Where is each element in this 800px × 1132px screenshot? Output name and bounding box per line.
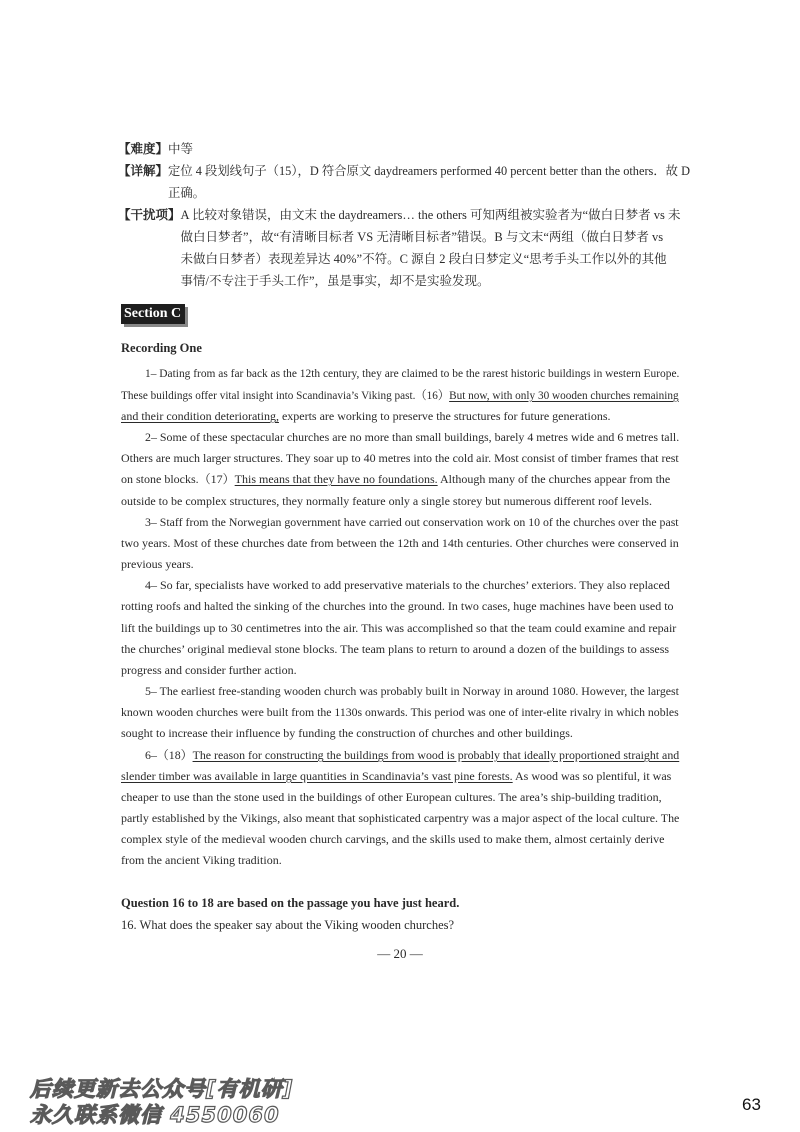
text-segment: These buildings offer vital insight into Scandinavia’s Viking past.（16） — [121, 388, 450, 402]
paragraph-line — [145, 747, 679, 763]
paragraph-line: outside to be complex structures, they normally feature only a single storey but numerous different roof levels. — [121, 494, 652, 508]
question-16: 16. What does the speaker say about the Viking wooden churches? — [121, 918, 455, 932]
text-segment: 6–（18） — [145, 748, 193, 762]
paragraph-line: from the ancient Viking tradition. — [121, 853, 282, 867]
distractor-row — [118, 204, 688, 292]
paragraph-line — [121, 387, 679, 403]
paragraph-line: 2– Some of these spectacular churches are no more than small buildings, barely 4 metres wide and 6 metres tall. — [145, 430, 680, 444]
text-segment: on stone blocks.（17） — [121, 472, 235, 486]
text-segment: experts are working to preserve the structures for future generations. — [278, 409, 611, 423]
paragraph-line: 3– Staff from the Norwegian government have carried out conservation work on 10 of the churches over the past — [145, 515, 679, 529]
paragraph-line: 4– So far, specialists have worked to add preservative materials to the churches’ exteriors. They also replaced — [145, 578, 670, 592]
paragraph-line — [121, 768, 671, 784]
paragraph-line: the churches’ original medieval stone blocks. The team plans to return to around a dozen of the buildings to assess — [121, 642, 670, 656]
inner-page-number: — 20 — — [377, 946, 423, 961]
section-heading: Section C — [121, 304, 185, 324]
paragraph-line: lift the buildings up to 30 centimetres into the air. This was accomplished so that the team could examine and repair — [121, 621, 677, 635]
detail-line: 定位 4 段划线句子（15），D 符合原文 daydreamers performed 40 percent better than the others．故 D — [168, 164, 691, 178]
paragraph-line: rotting roofs and halted the sinking of the churches into the ground. In two cases, huge machines have been used to — [121, 599, 674, 613]
paragraph-line — [121, 471, 670, 487]
answer-analysis — [118, 138, 691, 292]
underlined-answer: and their condition deteriorating, — [121, 409, 279, 423]
underlined-answer: slender timber was available in large quantities in Scandinavia’s vast pine forests. — [121, 769, 513, 783]
paragraph-line: progress and consider further action. — [121, 663, 297, 677]
underlined-answer: The reason for constructing the buildings from wood is probably that ideally proportioned straight and — [192, 748, 680, 762]
paragraph-line — [121, 408, 611, 424]
distractor-line: 事情/不专注于手头工作”，虽是事实，却不是实验发现。 — [180, 274, 490, 288]
paragraph-line: previous years. — [121, 557, 194, 571]
paragraph-line: partly established by the Vikings, also meant that sophisticated carpentry was a major aspect of the local culture. The — [121, 811, 680, 825]
corner-page-number: 63 — [742, 1095, 761, 1114]
difficulty-row — [118, 138, 688, 160]
difficulty-tag: 【难度】 — [118, 142, 169, 156]
text-segment: As wood was so plentiful, it was — [512, 769, 672, 783]
watermark-line: 永久联系微信 4550060 — [30, 1103, 280, 1127]
distractor-line: 未做白日梦者）表现差异达 40%”不符。C 源自 2 段白日梦定义“思考手头工作以外的其他 — [180, 252, 667, 266]
paragraph-line: two years. Most of these churches date from between the 12th and 14th centuries. Other churches were conserved in — [121, 536, 679, 550]
watermark-line: 后续更新去公众号[有机研] — [30, 1077, 294, 1101]
paragraph-line: complex style of the medieval wooden church carvings, and the skills used to make them, almost certainly derive — [121, 832, 665, 846]
text-segment: Although many of the churches appear from the — [437, 472, 671, 486]
paragraph-line: 5– The earliest free-standing wooden church was probably built in Norway in around 1080. However, the largest — [145, 684, 679, 698]
paragraph-line: known wooden churches were built from the 1130s onwards. This period was one of inter-elite rivalry in which nobles — [121, 705, 679, 719]
underlined-answer: But now, with only 30 wooden churches remaining — [449, 388, 679, 402]
distractor-line: 做白日梦者”，故“有清晰目标者 VS 无清晰目标者”错误。B 与文末“两组（做白日梦者 vs — [180, 230, 664, 244]
detail-row — [118, 160, 691, 204]
distractor-tag: 【干扰项】 — [118, 208, 181, 222]
distractor-line: A 比较对象错误，由文末 the daydreamers… the others 可知两组被实验者为“做白日梦者 vs 未 — [180, 208, 681, 222]
paragraph-line: sought to increase their influence by funding the construction of churches and other buildings. — [121, 726, 573, 740]
recording-title: Recording One — [121, 341, 202, 355]
paragraph-line: 1– Dating from as far back as the 12th century, they are claimed to be the rarest historic buildings in western Europe. — [145, 366, 680, 380]
detail-tag: 【详解】 — [118, 164, 169, 178]
detail-line: 正确。 — [168, 186, 206, 200]
underlined-answer: This means that they have no foundations. — [234, 472, 438, 486]
paragraph-line: cheaper to use than the stone used in the buildings of other European cultures. The area’s ship-building tradition, — [121, 790, 662, 804]
difficulty-value: 中等 — [168, 142, 194, 156]
question-heading: Question 16 to 18 are based on the passage you have just heard. — [121, 896, 460, 910]
paragraph-line: Others are much larger structures. They soar up to 40 metres into the cold air. Most consist of timber frames that rest — [121, 451, 679, 465]
